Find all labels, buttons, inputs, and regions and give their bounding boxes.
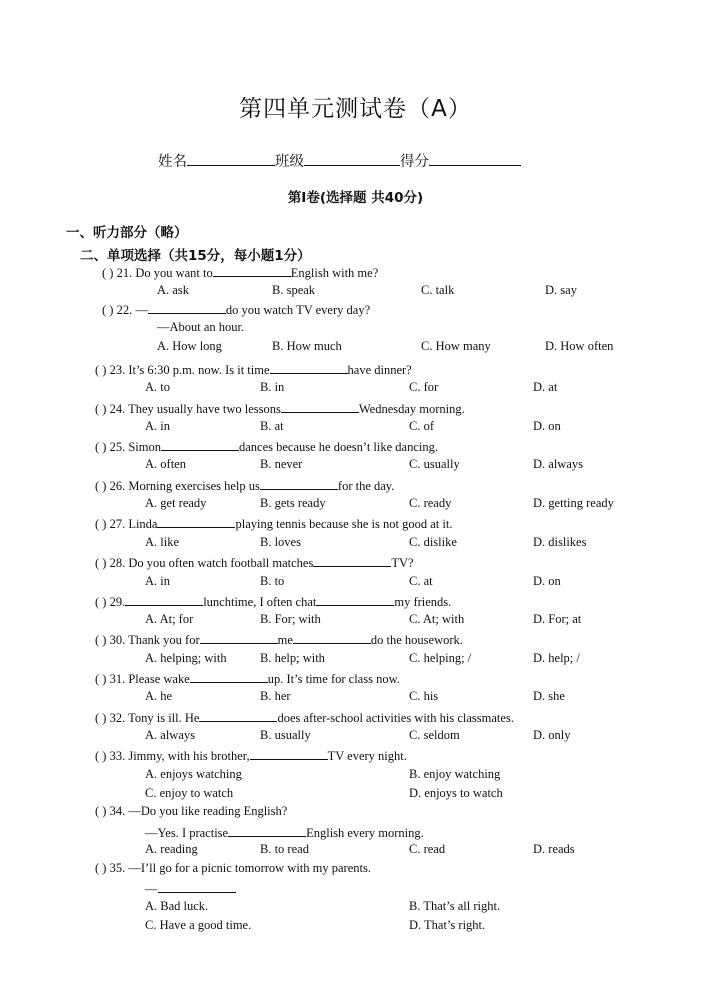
option-c: C. dislike: [409, 535, 457, 549]
question-24: ( ) 24. They usually have two lessons Wednesday morning.: [95, 402, 465, 416]
option-b: B. speak: [272, 283, 316, 297]
option-d: D. always: [533, 457, 583, 471]
option-a: A. he: [145, 689, 173, 703]
option-d: D. on: [533, 419, 561, 433]
option-a: A. to: [145, 380, 170, 394]
answer-blank: [125, 593, 203, 606]
question-26: ( ) 26. Morning exercises help us for the day.: [95, 479, 395, 493]
option-b: B. never: [260, 457, 303, 471]
option-a: A. like: [145, 535, 180, 549]
option-a: A. ask: [157, 283, 189, 297]
answer-blank: [158, 880, 236, 893]
option-d: D. That’s right.: [409, 918, 486, 932]
option-c: C. usually: [409, 457, 460, 471]
option-a: A. helping; with: [145, 651, 227, 665]
option-d: D. getting ready: [533, 496, 614, 510]
answer-blank: [313, 554, 391, 567]
option-a: A. in: [145, 419, 170, 433]
option-a: A. get ready: [145, 496, 207, 510]
answer-blank: [260, 477, 338, 490]
question-35-reply: —: [145, 880, 236, 897]
section-single-choice: 二、单项选择（共15分，每小题1分）: [80, 248, 311, 264]
option-c: C. How many: [421, 339, 491, 353]
option-c: C. for: [409, 380, 439, 394]
option-a: A. always: [145, 728, 195, 742]
student-info-row: [158, 150, 521, 171]
question-33: ( ) 33. Jimmy, with his brother, TV every night.: [95, 749, 407, 763]
score-blank: [429, 151, 521, 166]
option-a: A. enjoys watching: [145, 767, 242, 781]
score-label: 得分: [400, 154, 429, 170]
option-c: C. At; with: [409, 612, 465, 626]
answer-blank: [213, 264, 291, 277]
option-b: B. How much: [272, 339, 342, 353]
option-b: B. usually: [260, 728, 311, 742]
option-b: B. enjoy watching: [409, 767, 501, 781]
option-c: C. helping; /: [409, 651, 472, 665]
name-blank: [187, 151, 275, 166]
option-a: A. often: [145, 457, 186, 471]
question-35: ( ) 35. —I’ll go for a picnic tomorrow with my parents.: [95, 861, 371, 875]
question-27: ( ) 27. Linda playing tennis because she is not good at it.: [95, 517, 453, 531]
answer-blank: [270, 361, 348, 374]
answer-blank: [200, 631, 278, 644]
question-25: ( ) 25. Simon dances because he doesn’t like dancing.: [95, 440, 438, 454]
question-34-reply: —Yes. I practise English every morning.: [145, 826, 424, 840]
answer-blank: [157, 515, 235, 528]
option-a: A. Bad luck.: [145, 899, 209, 913]
option-c: C. read: [409, 842, 446, 856]
section-listening: 一、听力部分（略）: [66, 225, 188, 241]
option-a: A. reading: [145, 842, 198, 856]
option-d: D. For; at: [533, 612, 582, 626]
question-22-reply: —About an hour.: [157, 320, 245, 334]
answer-blank: [281, 400, 359, 413]
question-29: ( ) 29. lunchtime, I often chat my friends.: [95, 595, 452, 609]
option-d: D. How often: [545, 339, 614, 353]
option-b: B. For; with: [260, 612, 321, 626]
option-c: C. seldom: [409, 728, 460, 742]
option-c: C. talk: [421, 283, 455, 297]
answer-blank: [148, 301, 226, 314]
name-label: 姓名: [158, 154, 187, 170]
answer-blank: [190, 670, 268, 683]
option-c: C. enjoy to watch: [145, 786, 234, 800]
question-34: ( ) 34. —Do you like reading English?: [95, 804, 288, 818]
question-22: ( ) 22. — do you watch TV every day?: [102, 303, 371, 317]
option-d: D. reads: [533, 842, 575, 856]
option-a: A. At; for: [145, 612, 194, 626]
option-d: D. say: [545, 283, 577, 297]
option-c: C. Have a good time.: [145, 918, 252, 932]
question-28: ( ) 28. Do you often watch football matches TV?: [95, 556, 414, 570]
option-d: D. on: [533, 574, 561, 588]
answer-blank: [250, 747, 328, 760]
answer-blank: [228, 824, 306, 837]
answer-blank: [293, 631, 371, 644]
question-32: ( ) 32. Tony is ill. He does after-school activities with his classmates.: [95, 711, 514, 725]
option-d: D. dislikes: [533, 535, 587, 549]
option-c: C. ready: [409, 496, 452, 510]
answer-blank: [316, 593, 394, 606]
question-31: ( ) 31. Please wake up. It’s time for class now.: [95, 672, 400, 686]
option-b: B. in: [260, 380, 285, 394]
option-d: D. help; /: [533, 651, 580, 665]
option-c: C. his: [409, 689, 439, 703]
option-b: B. That’s all right.: [409, 899, 501, 913]
option-a: A. How long: [157, 339, 222, 353]
option-a: A. in: [145, 574, 170, 588]
question-23: ( ) 23. It’s 6:30 p.m. now. Is it time have dinner?: [95, 363, 412, 377]
question-21: ( ) 21. Do you want to English with me?: [102, 266, 379, 280]
option-d: D. at: [533, 380, 558, 394]
option-b: B. loves: [260, 535, 301, 549]
option-d: D. she: [533, 689, 565, 703]
option-c: C. at: [409, 574, 433, 588]
option-b: B. help; with: [260, 651, 325, 665]
answer-blank: [161, 438, 239, 451]
class-blank: [304, 151, 400, 166]
option-b: B. at: [260, 419, 284, 433]
option-b: B. gets ready: [260, 496, 326, 510]
part-title: 第Ⅰ卷(选择题 共40分): [287, 190, 424, 206]
option-b: B. to: [260, 574, 285, 588]
option-b: B. to read: [260, 842, 309, 856]
page-title: 第四单元测试卷（A）: [239, 96, 472, 122]
question-30: ( ) 30. Thank you for me do the housework.: [95, 633, 463, 647]
class-label: 班级: [275, 154, 304, 170]
option-d: D. only: [533, 728, 571, 742]
option-d: D. enjoys to watch: [409, 786, 503, 800]
option-b: B. her: [260, 689, 291, 703]
answer-blank: [199, 709, 277, 722]
option-c: C. of: [409, 419, 434, 433]
